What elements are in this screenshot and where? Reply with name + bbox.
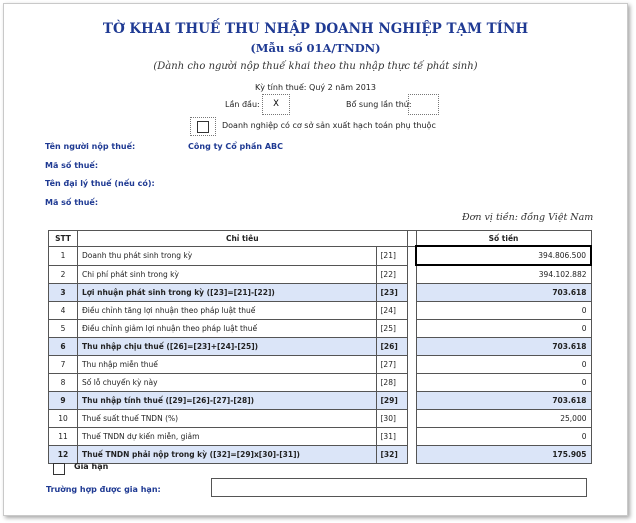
row-value[interactable]: 0: [416, 302, 591, 320]
row-value[interactable]: 25,000: [416, 410, 591, 428]
row-stt: 12: [49, 446, 78, 464]
header-amount: Số tiền: [416, 231, 591, 247]
row-code: [29]: [376, 392, 407, 410]
row-value[interactable]: 0: [416, 320, 591, 338]
first-time-label: Lần đầu:: [225, 100, 260, 109]
row-code: [27]: [376, 356, 407, 374]
dependent-checkbox-wrap: [190, 117, 216, 136]
taxpayer-name: Công ty Cổ phần ABC: [188, 142, 284, 151]
table-row: [49, 356, 592, 374]
extension-case-label: Trường hợp được gia hạn:: [46, 485, 161, 494]
dependent-label: Doanh nghiệp có cơ sở sản xuất hạch toán phụ thuộc: [222, 121, 436, 130]
row-name: Điều chỉnh tăng lợi nhuận theo pháp luật thuế: [78, 302, 377, 320]
row-value[interactable]: 394.806.500: [416, 246, 591, 265]
row-stt: 10: [49, 410, 78, 428]
form-title: TỜ KHAI THUẾ THU NHẬP DOANH NGHIỆP TẠM TÍNH: [102, 21, 529, 37]
row-code: [30]: [376, 410, 407, 428]
row-stt: 7: [49, 356, 78, 374]
table-row: [49, 392, 592, 410]
row-value[interactable]: 0: [416, 356, 591, 374]
row-code: [26]: [376, 338, 407, 356]
row-stt: 6: [49, 338, 78, 356]
row-code: [32]: [376, 446, 407, 464]
row-name: Chi phí phát sinh trong kỳ: [78, 265, 377, 284]
row-value[interactable]: 394.102.882: [416, 265, 591, 284]
table-header-row: [49, 231, 592, 247]
row-name: Thuế suất thuế TNDN (%): [78, 410, 377, 428]
row-value[interactable]: 703.618: [416, 284, 591, 302]
table-row: [49, 265, 592, 284]
table-row: [49, 302, 592, 320]
row-stt: 9: [49, 392, 78, 410]
agent-tax-code-label: Mã số thuế:: [45, 198, 99, 207]
header-stt: STT: [49, 231, 78, 247]
form-window: [3, 3, 628, 516]
extension-label: Gia hạn: [74, 462, 109, 471]
currency-unit: Đơn vị tiền: đồng Việt Nam: [462, 212, 594, 223]
row-stt: 5: [49, 320, 78, 338]
row-name: Thu nhập miễn thuế: [78, 356, 377, 374]
supplement-label: Bổ sung lần thứ:: [346, 100, 412, 109]
row-stt: 2: [49, 265, 78, 284]
row-name: Số lỗ chuyển kỳ này: [78, 374, 377, 392]
tax-table: [48, 230, 592, 464]
row-name: Thuế TNDN phải nộp trong kỳ ([32]=[29]x[30]-[31]): [78, 446, 377, 464]
agent-label: Tên đại lý thuế (nếu có):: [45, 179, 155, 188]
row-stt: 3: [49, 284, 78, 302]
row-name: Thu nhập tính thuế ([29]=[26]-[27]-[28]): [78, 392, 377, 410]
table-row: [49, 320, 592, 338]
tax-period: Kỳ tính thuế: Quý 2 năm 2013: [255, 83, 376, 92]
row-value[interactable]: 0: [416, 428, 591, 446]
row-value[interactable]: 703.618: [416, 338, 591, 356]
row-name: Thu nhập chịu thuế ([26]=[23]+[24]-[25]): [78, 338, 377, 356]
table-row: [49, 410, 592, 428]
extension-checkbox[interactable]: [53, 463, 65, 475]
table-row: [49, 246, 592, 265]
table-row: [49, 428, 592, 446]
row-name: Doanh thu phát sinh trong kỳ: [78, 246, 377, 265]
form-subtitle: (Mẫu số 01A/TNDN): [250, 41, 381, 55]
row-code: [31]: [376, 428, 407, 446]
row-name: Điều chỉnh giảm lợi nhuận theo pháp luật thuế: [78, 320, 377, 338]
row-code: [22]: [376, 265, 407, 284]
row-code: [21]: [376, 246, 407, 265]
row-value[interactable]: 703.618: [416, 392, 591, 410]
form-note: (Dành cho người nộp thuế khai theo thu nhập thực tế phát sinh): [153, 61, 478, 72]
table-row: [49, 284, 592, 302]
table-row: [49, 338, 592, 356]
row-code: [28]: [376, 374, 407, 392]
taxpayer-label: Tên người nộp thuế:: [45, 142, 136, 151]
row-name: Thuế TNDN dự kiến miễn, giảm: [78, 428, 377, 446]
row-code: [25]: [376, 320, 407, 338]
row-stt: 4: [49, 302, 78, 320]
row-code: [24]: [376, 302, 407, 320]
row-stt: 11: [49, 428, 78, 446]
tax-code-label: Mã số thuế:: [45, 161, 99, 170]
supplement-field[interactable]: [408, 94, 439, 115]
row-value[interactable]: 175.905: [416, 446, 591, 464]
row-value[interactable]: 0: [416, 374, 591, 392]
dependent-checkbox[interactable]: [197, 121, 209, 133]
table-row: [49, 374, 592, 392]
row-stt: 1: [49, 246, 78, 265]
extension-case-input[interactable]: [211, 478, 587, 497]
row-code: [23]: [376, 284, 407, 302]
table-row: [49, 446, 592, 464]
row-name: Lợi nhuận phát sinh trong kỳ ([23]=[21]-[22]): [78, 284, 377, 302]
header-item: Chỉ tiêu: [78, 231, 408, 247]
first-time-field[interactable]: X: [262, 94, 290, 115]
row-stt: 8: [49, 374, 78, 392]
